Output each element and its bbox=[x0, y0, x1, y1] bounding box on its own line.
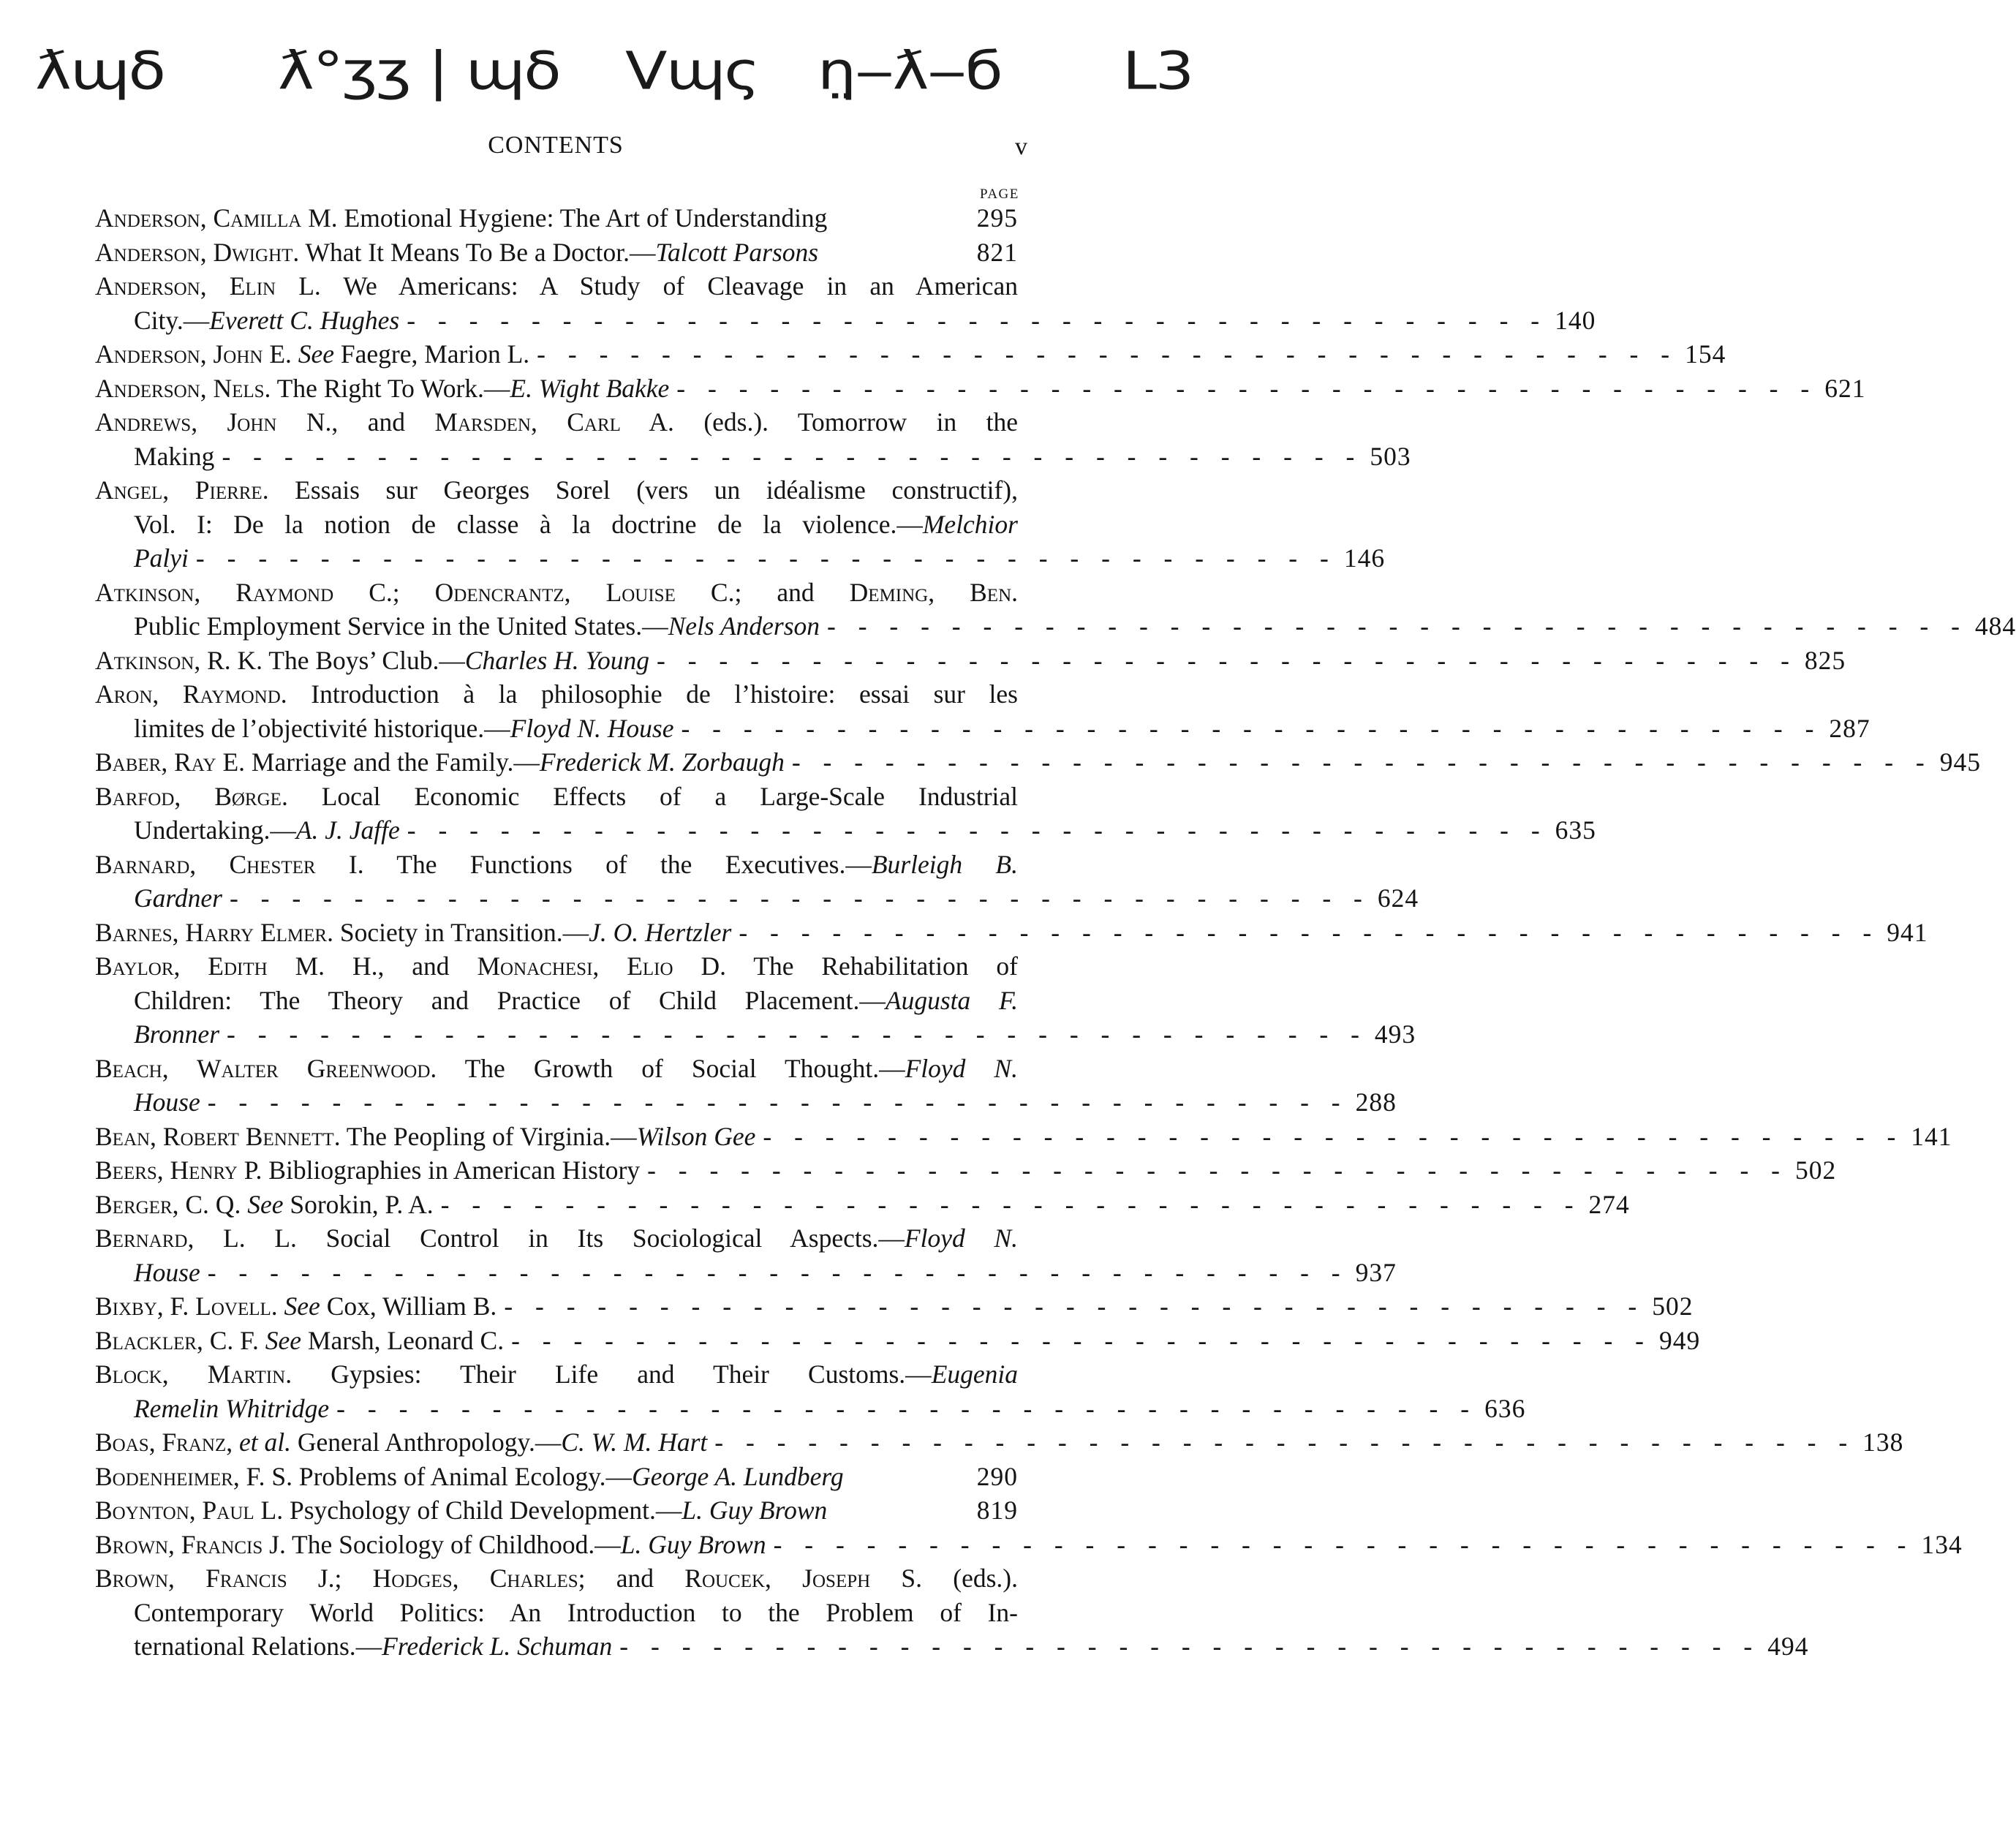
entry-fragment: E. bbox=[263, 339, 298, 369]
author-name: Baber, Ray bbox=[95, 747, 216, 777]
entry-text bbox=[134, 508, 1018, 542]
page-number: 154 bbox=[1685, 339, 1726, 369]
entry-line bbox=[95, 1629, 1809, 1664]
entry-line bbox=[95, 541, 1386, 576]
page-number: 138 bbox=[1862, 1428, 1904, 1457]
entry-text bbox=[95, 473, 1018, 508]
author-name: Anderson, Dwight bbox=[95, 237, 293, 267]
contents-entry bbox=[95, 576, 2016, 644]
page-number: 288 bbox=[1355, 1087, 1397, 1117]
entry-text bbox=[95, 1221, 1018, 1256]
entry-fragment: . bbox=[1011, 577, 1018, 607]
author-name: Boas, Franz bbox=[95, 1428, 227, 1457]
entry-fragment: M. H., and bbox=[267, 951, 477, 981]
page-number: 141 bbox=[1911, 1121, 1952, 1151]
entry-fragment: Social Control in Its Sociological Aspects.— bbox=[296, 1223, 905, 1253]
author-name: Beach, Walter Greenwood bbox=[95, 1053, 431, 1083]
entry-fragment: I. The Functions of the Executives.— bbox=[315, 849, 872, 879]
page-number: 635 bbox=[1555, 815, 1596, 845]
entry-line bbox=[95, 780, 1018, 814]
entry-text bbox=[134, 541, 189, 576]
dot-leader: - - - - - - - - - - - - - - - - - - - - - - - - - - - - - - - - - - - - - bbox=[229, 883, 1370, 913]
author-name: Anderson, John bbox=[95, 339, 263, 369]
entry-line bbox=[95, 1528, 1963, 1562]
entry-fragment: Vol. I: De la notion de classe à la doctrine de la violence.— bbox=[134, 509, 923, 539]
entry-text bbox=[95, 1528, 766, 1562]
contents-entry bbox=[95, 1460, 1018, 1494]
page-number: 945 bbox=[1939, 747, 1981, 777]
entry-fragment: L. We Americans: A Study of Cleavage in an American bbox=[276, 271, 1018, 301]
contents-entry bbox=[95, 677, 1870, 745]
contents-entry bbox=[95, 473, 1386, 576]
entry-fragment: Faegre, Marion L. bbox=[334, 339, 530, 369]
handwritten-note-3: Vɰς bbox=[625, 40, 759, 102]
entry-fragment: Children: The Theory and Practice of Child Placement.— bbox=[134, 985, 886, 1015]
entry-line bbox=[95, 303, 1596, 338]
reviewer-name: C. W. M. Hart bbox=[561, 1428, 708, 1457]
entry-fragment: . Essais sur Georges Sorel (vers un idéalisme constructif), bbox=[262, 475, 1019, 505]
author-name: Aron, Raymond bbox=[95, 679, 281, 709]
entry-fragment: Marsh, Leonard C. bbox=[301, 1325, 505, 1355]
entry-line bbox=[95, 201, 1018, 235]
page-number: 295 bbox=[976, 203, 1018, 233]
reviewer-name: Melchior bbox=[922, 509, 1018, 539]
page-number: 140 bbox=[1555, 305, 1596, 335]
reviewer-name: Palyi bbox=[134, 543, 189, 573]
reviewer-name: Nels Anderson bbox=[668, 611, 820, 641]
entry-fragment: Contemporary World Politics: An Introduction to the Problem of In- bbox=[134, 1597, 1018, 1627]
dot-leader: - - - - - - - - - - - - - - - - - - - - - - - - - - - - - - - - - - - - - bbox=[773, 1529, 1914, 1559]
entry-line bbox=[95, 1120, 1952, 1154]
entry-line bbox=[95, 372, 1866, 406]
contents-entry bbox=[95, 949, 1416, 1052]
reviewer-name: et al. bbox=[239, 1428, 291, 1457]
entry-text bbox=[134, 440, 214, 474]
entry-fragment: limites de l’objectivité historique.— bbox=[134, 713, 510, 743]
author-name: Brown, Francis bbox=[95, 1529, 263, 1559]
entry-line bbox=[95, 1017, 1416, 1052]
entry-fragment: . What It Means To Be a Doctor.— bbox=[292, 237, 656, 267]
entry-text bbox=[95, 745, 785, 780]
entry-fragment: . The Growth of Social Thought.— bbox=[430, 1053, 905, 1083]
page-number: 494 bbox=[1767, 1632, 1809, 1661]
entry-line bbox=[95, 677, 1018, 712]
entry-text bbox=[95, 1561, 1018, 1596]
contents-entry bbox=[95, 1561, 1809, 1664]
entry-line bbox=[95, 848, 1018, 882]
reviewer-name: House bbox=[134, 1087, 200, 1117]
entry-line bbox=[95, 1221, 1018, 1256]
author-name: Anderson, Elin bbox=[95, 271, 276, 301]
entry-fragment: ; and bbox=[578, 1564, 685, 1593]
dot-leader: - - - - - - - - - - - - - - - - - - - - - - - - - - - - - - - - - - - - - bbox=[407, 305, 1548, 335]
contents-entry bbox=[95, 780, 1596, 848]
entry-fragment: E. Marriage and the Family.— bbox=[216, 747, 540, 777]
entry-line bbox=[95, 1324, 1701, 1358]
entry-line bbox=[95, 745, 1981, 780]
author-name: Beers, Henry bbox=[95, 1155, 238, 1185]
page-number: 821 bbox=[976, 237, 1018, 267]
entry-fragment: . Introduction à la philosophie de l’histoire: essai sur les bbox=[280, 679, 1018, 709]
entry-text bbox=[134, 1629, 612, 1664]
entry-line bbox=[95, 712, 1870, 746]
entry-text bbox=[95, 1289, 497, 1324]
entry-text bbox=[95, 269, 1018, 303]
contents-entry bbox=[95, 1120, 1952, 1154]
entry-fragment: Public Employment Service in the United States.— bbox=[134, 611, 668, 641]
handwritten-note-1: ƛɰδ bbox=[35, 40, 165, 102]
entry-text bbox=[134, 712, 673, 746]
entry-fragment: P. Bibliographies in American History bbox=[237, 1155, 641, 1185]
author-name: Brown, Francis bbox=[95, 1564, 287, 1593]
author-name: Berger, C. Q. bbox=[95, 1189, 241, 1219]
entry-fragment: The Boys’ Club.— bbox=[263, 645, 465, 675]
author-name: Boynton, Paul bbox=[95, 1496, 254, 1525]
contents-entry bbox=[95, 1052, 1397, 1120]
entry-text bbox=[95, 1425, 707, 1460]
entry-line bbox=[95, 1256, 1397, 1290]
reviewer-name: L. Guy Brown bbox=[682, 1496, 828, 1525]
entry-text bbox=[134, 1596, 1018, 1630]
entry-fragment: . Society in Transition.— bbox=[327, 917, 589, 947]
author-name: Atkinson, R. K. bbox=[95, 645, 263, 675]
dot-leader: - - - - - - - - - - - - - - - - - - - - - - - - - - - - - - - - - - - - - bbox=[714, 1428, 1856, 1457]
dot-leader: - - - - - - - - - - - - - - - - - - - - - - - - - - - - - - - - - - - - - bbox=[207, 1257, 1348, 1287]
entry-line bbox=[95, 337, 1726, 372]
contents-entry bbox=[95, 337, 1726, 372]
author-name: Roucek, Joseph bbox=[684, 1564, 871, 1593]
entry-fragment: S. (eds.). bbox=[870, 1564, 1018, 1593]
entry-line bbox=[95, 1596, 1018, 1630]
contents-entry bbox=[95, 201, 1018, 235]
entry-fragment: D. The Rehabilitation of bbox=[673, 951, 1018, 981]
contents-entry bbox=[95, 1357, 1526, 1425]
reviewer-name: See bbox=[265, 1325, 302, 1355]
entry-text bbox=[95, 576, 1018, 610]
entry-text bbox=[95, 1052, 1018, 1086]
contents-entry bbox=[95, 1493, 1018, 1528]
author-name: Angel, Pierre bbox=[95, 475, 263, 505]
author-name: Bodenheimer, F. S. bbox=[95, 1461, 292, 1491]
entry-text bbox=[95, 949, 1018, 984]
contents-entry bbox=[95, 269, 1596, 337]
reviewer-name: Floyd N. bbox=[904, 1223, 1018, 1253]
entry-line bbox=[95, 440, 1411, 474]
contents-entry bbox=[95, 1221, 1397, 1289]
contents-entry bbox=[95, 372, 1866, 406]
dot-leader: - - - - - - - - - - - - - - - - - - - - - - - - - - - - - - - - - - - - - bbox=[647, 1155, 1788, 1185]
entry-fragment bbox=[241, 1190, 247, 1219]
entry-line bbox=[95, 1392, 1526, 1426]
entry-text bbox=[95, 1460, 844, 1494]
entry-text bbox=[95, 1120, 755, 1154]
entry-text bbox=[134, 609, 820, 644]
contents-entry bbox=[95, 405, 1411, 473]
entry-text bbox=[95, 916, 731, 950]
entry-fragment: Making bbox=[134, 441, 215, 471]
page-number: 502 bbox=[1794, 1155, 1837, 1185]
reviewer-name: House bbox=[134, 1257, 200, 1287]
handwritten-note-5: L3 bbox=[1122, 40, 1193, 102]
page-title: CONTENTS bbox=[488, 132, 624, 159]
entry-fragment: . bbox=[271, 1291, 284, 1321]
handwritten-note-2: ƛ°ʒʒ | ɰδ bbox=[278, 40, 560, 102]
author-name: Anderson, Camilla bbox=[95, 203, 302, 233]
entry-line bbox=[95, 1493, 1018, 1528]
entry-line bbox=[95, 576, 1018, 610]
contents-entry bbox=[95, 1188, 1630, 1222]
entry-fragment: Undertaking.— bbox=[134, 815, 296, 845]
contents-entry bbox=[95, 235, 1018, 270]
dot-leader: - - - - - - - - - - - - - - - - - - - - - - - - - - - - - - - - - - - - - bbox=[791, 747, 1933, 777]
page-number: 287 bbox=[1829, 713, 1870, 743]
entry-line bbox=[95, 1460, 1018, 1494]
entry-line bbox=[95, 1289, 1694, 1324]
entry-text bbox=[134, 1392, 329, 1426]
page-number: 624 bbox=[1377, 883, 1419, 913]
reviewer-name: George A. Lundberg bbox=[632, 1461, 844, 1491]
page-number: 825 bbox=[1804, 645, 1846, 675]
dot-leader: - - - - - - - - - - - - - - - - - - - - - - - - - - - - - - - - - - - - - bbox=[537, 339, 1678, 369]
author-name: Hodges, Charles bbox=[372, 1564, 578, 1593]
dot-leader: - - - - - - - - - - - - - - - - - - - - - - - - - - - - - - - - - - - - - bbox=[827, 611, 1968, 641]
dot-leader: - - - - - - - - - - - - - - - - - - - - - - - - - - - - - - - - - - - - - bbox=[227, 1019, 1367, 1049]
contents-entry bbox=[95, 916, 1928, 950]
entry-text bbox=[134, 1017, 219, 1052]
dot-leader: - - - - - - - - - - - - - - - - - - - - - - - - - - - - - - - - - - - - - bbox=[763, 1121, 1904, 1151]
contents-entry bbox=[95, 1528, 1963, 1562]
reviewer-name: See bbox=[284, 1291, 320, 1321]
dot-leader: - - - - - - - - - - - - - - - - - - - - - - - - - - - - - - - - - - - - - bbox=[619, 1632, 1761, 1661]
entry-fragment bbox=[259, 1326, 265, 1355]
reviewer-name: E. Wight Bakke bbox=[510, 373, 670, 403]
entry-line bbox=[95, 949, 1018, 984]
entry-fragment: , bbox=[226, 1428, 239, 1457]
author-name: Bixby, F. Lovell bbox=[95, 1291, 271, 1321]
reviewer-name: Everett C. Hughes bbox=[209, 305, 400, 335]
entry-fragment: Problems of Animal Ecology.— bbox=[292, 1461, 633, 1491]
reviewer-name: Frederick L. Schuman bbox=[382, 1632, 613, 1661]
entry-line bbox=[95, 508, 1018, 542]
page-number: 502 bbox=[1652, 1291, 1694, 1321]
entry-text bbox=[95, 1493, 827, 1528]
dot-leader: - - - - - - - - - - - - - - - - - - - - - - - - - - - - - - - - - - - - - bbox=[336, 1393, 1478, 1423]
page-number: 493 bbox=[1374, 1019, 1416, 1049]
author-name: Baylor, Edith bbox=[95, 951, 268, 981]
contents-entry bbox=[95, 644, 1846, 678]
contents-entry bbox=[95, 745, 1981, 780]
page-number: 621 bbox=[1824, 373, 1866, 403]
reviewer-name: See bbox=[247, 1189, 284, 1219]
entry-fragment: ternational Relations.— bbox=[134, 1632, 382, 1661]
author-name: Barnard, Chester bbox=[95, 849, 316, 879]
page-number: 484 bbox=[1974, 611, 2016, 641]
entry-line bbox=[95, 813, 1596, 848]
entry-text bbox=[95, 201, 827, 235]
reviewer-name: Burleigh B. bbox=[871, 849, 1018, 879]
author-name: Block, Martin bbox=[95, 1360, 286, 1389]
entry-fragment: City.— bbox=[134, 305, 210, 335]
reviewer-name: L. Guy Brown bbox=[620, 1529, 766, 1559]
entry-fragment: M. Emotional Hygiene: The Art of Understanding bbox=[301, 203, 828, 233]
entry-fragment: . The Peopling of Virginia.— bbox=[333, 1121, 637, 1151]
entry-text bbox=[134, 1256, 200, 1290]
entry-line bbox=[95, 609, 2016, 644]
reviewer-name: Remelin Whitridge bbox=[134, 1393, 330, 1423]
contents-list bbox=[95, 201, 2016, 1664]
page-number: 146 bbox=[1343, 543, 1386, 573]
reviewer-name: Augusta F. bbox=[885, 985, 1018, 1015]
dot-leader: - - - - - - - - - - - - - - - - - - - - - - - - - - - - - - - - - - - - - bbox=[440, 1189, 1582, 1219]
entry-text bbox=[95, 780, 1018, 814]
entry-text bbox=[134, 1085, 200, 1120]
page-column-label: PAGE bbox=[980, 186, 1019, 202]
entry-text bbox=[95, 1153, 640, 1188]
reviewer-name: Talcott Parsons bbox=[655, 237, 819, 267]
contents-entry bbox=[95, 848, 1419, 916]
page-number: 941 bbox=[1887, 917, 1928, 947]
dot-leader: - - - - - - - - - - - - - - - - - - - - - - - - - - - - - - - - - - - - - bbox=[195, 543, 1337, 573]
author-name: Atkinson, Raymond bbox=[95, 577, 334, 607]
reviewer-name: Bronner bbox=[134, 1019, 220, 1049]
entry-text bbox=[95, 235, 818, 270]
entry-line bbox=[95, 235, 1018, 270]
page-number: 274 bbox=[1588, 1189, 1630, 1219]
author-name: Andrews, John bbox=[95, 407, 277, 437]
entry-line bbox=[95, 1153, 1837, 1188]
dot-leader: - - - - - - - - - - - - - - - - - - - - - - - - - - - - - - - - - - - - - bbox=[511, 1325, 1652, 1355]
entry-text bbox=[95, 677, 1018, 712]
author-name: Marsden, Carl bbox=[434, 407, 621, 437]
page-numeral: v bbox=[1015, 133, 1027, 160]
entry-line bbox=[95, 1357, 1018, 1392]
entry-fragment: General Anthropology.— bbox=[290, 1428, 562, 1457]
entry-line bbox=[95, 1052, 1018, 1086]
entry-text bbox=[134, 303, 399, 338]
entry-fragment: N., and bbox=[276, 407, 435, 437]
entry-text bbox=[134, 813, 400, 848]
page-header bbox=[95, 132, 1027, 168]
entry-text bbox=[95, 337, 529, 372]
entry-text bbox=[134, 984, 1018, 1018]
handwritten-note-4: η̤‒ƛ‒б bbox=[818, 40, 1002, 102]
entry-fragment: J. The Sociology of Childhood.— bbox=[263, 1529, 621, 1559]
page-number: 134 bbox=[1921, 1529, 1963, 1559]
dot-leader: - - - - - - - - - - - - - - - - - - - - - - - - - - - - - - - - - - - - - bbox=[207, 1087, 1348, 1117]
author-name: Anderson, Nels bbox=[95, 373, 265, 403]
reviewer-name: J. O. Hertzler bbox=[589, 917, 732, 947]
reviewer-name: Wilson Gee bbox=[636, 1121, 756, 1151]
author-name: Bean, Robert Bennett bbox=[95, 1121, 334, 1151]
dot-leader: - - - - - - - - - - - - - - - - - - - - - - - - - - - - - - - - - - - - - bbox=[681, 713, 1822, 743]
author-name: Blackler, C. F. bbox=[95, 1325, 259, 1355]
reviewer-name: Eugenia bbox=[931, 1360, 1018, 1389]
reviewer-name: Floyd N. bbox=[905, 1053, 1018, 1083]
entry-text bbox=[95, 372, 669, 406]
page-number: 819 bbox=[976, 1496, 1018, 1525]
contents-entry bbox=[95, 1153, 1837, 1188]
entry-fragment: L. Psychology of Child Development.— bbox=[254, 1496, 682, 1525]
entry-fragment: A. (eds.). Tomorrow in the bbox=[620, 407, 1018, 437]
author-name: Barnes, Harry Elmer bbox=[95, 917, 328, 947]
reviewer-name: Frederick M. Zorbaugh bbox=[539, 747, 785, 777]
entry-text bbox=[95, 848, 1018, 882]
entry-line bbox=[95, 269, 1018, 303]
entry-line bbox=[95, 1085, 1397, 1120]
entry-line bbox=[95, 1561, 1018, 1596]
dot-leader: - - - - - - - - - - - - - - - - - - - - - - - - - - - - - - - - - - - - - bbox=[676, 373, 1818, 403]
entry-line bbox=[95, 916, 1928, 950]
page-number: 949 bbox=[1659, 1325, 1701, 1355]
dot-leader: - - - - - - - - - - - - - - - - - - - - - - - - - - - - - - - - - - - - - bbox=[739, 917, 1880, 947]
entry-text bbox=[95, 644, 649, 678]
entry-line bbox=[95, 1425, 1904, 1460]
reviewer-name: A. J. Jaffe bbox=[295, 815, 400, 845]
author-name: Monachesi, Elio bbox=[477, 951, 673, 981]
entry-text bbox=[134, 881, 222, 916]
page-number: 290 bbox=[976, 1461, 1018, 1491]
entry-line bbox=[95, 473, 1018, 508]
entry-fragment: J.; bbox=[287, 1564, 373, 1593]
author-name: Bernard, L. L. bbox=[95, 1223, 297, 1253]
entry-text bbox=[95, 405, 1018, 440]
entry-fragment: Sorokin, P. A. bbox=[283, 1189, 434, 1219]
dot-leader: - - - - - - - - - - - - - - - - - - - - - - - - - - - - - - - - - - - - - bbox=[407, 815, 1548, 845]
entry-line bbox=[95, 984, 1018, 1018]
reviewer-name: See bbox=[298, 339, 335, 369]
entry-text bbox=[95, 1188, 434, 1222]
entry-fragment: . The Right To Work.— bbox=[264, 373, 510, 403]
entry-fragment: C.; bbox=[333, 577, 435, 607]
reviewer-name: Floyd N. House bbox=[510, 713, 674, 743]
contents-entry bbox=[95, 1289, 1694, 1324]
entry-line bbox=[95, 405, 1018, 440]
entry-line bbox=[95, 881, 1419, 916]
page-number: 503 bbox=[1370, 441, 1411, 471]
dot-leader: - - - - - - - - - - - - - - - - - - - - - - - - - - - - - - - - - - - - - bbox=[222, 441, 1363, 471]
page-number: 636 bbox=[1484, 1393, 1526, 1423]
contents-entry bbox=[95, 1324, 1701, 1358]
reviewer-name: Charles H. Young bbox=[464, 645, 650, 675]
reviewer-name: Gardner bbox=[134, 883, 222, 913]
author-name: Deming, Ben bbox=[849, 577, 1012, 607]
dot-leader: - - - - - - - - - - - - - - - - - - - - - - - - - - - - - - - - - - - - - bbox=[657, 645, 1797, 675]
entry-fragment: Cox, William B. bbox=[320, 1291, 497, 1321]
entry-fragment: . Local Economic Effects of a Large-Scale Industrial bbox=[281, 781, 1018, 811]
entry-line bbox=[95, 644, 1846, 678]
entry-text bbox=[95, 1357, 1018, 1392]
entry-fragment: . Gypsies: Their Life and Their Customs.— bbox=[285, 1360, 932, 1389]
page-number: 937 bbox=[1355, 1257, 1397, 1287]
author-name: Barfod, Børge bbox=[95, 781, 282, 811]
author-name: Odencrantz, Louise bbox=[434, 577, 676, 607]
entry-line bbox=[95, 1188, 1630, 1222]
dot-leader: - - - - - - - - - - - - - - - - - - - - - - - - - - - - - - - - - - - - - bbox=[504, 1291, 1645, 1321]
entry-text bbox=[95, 1324, 504, 1358]
entry-fragment: C.; and bbox=[675, 577, 850, 607]
contents-entry bbox=[95, 1425, 1904, 1460]
